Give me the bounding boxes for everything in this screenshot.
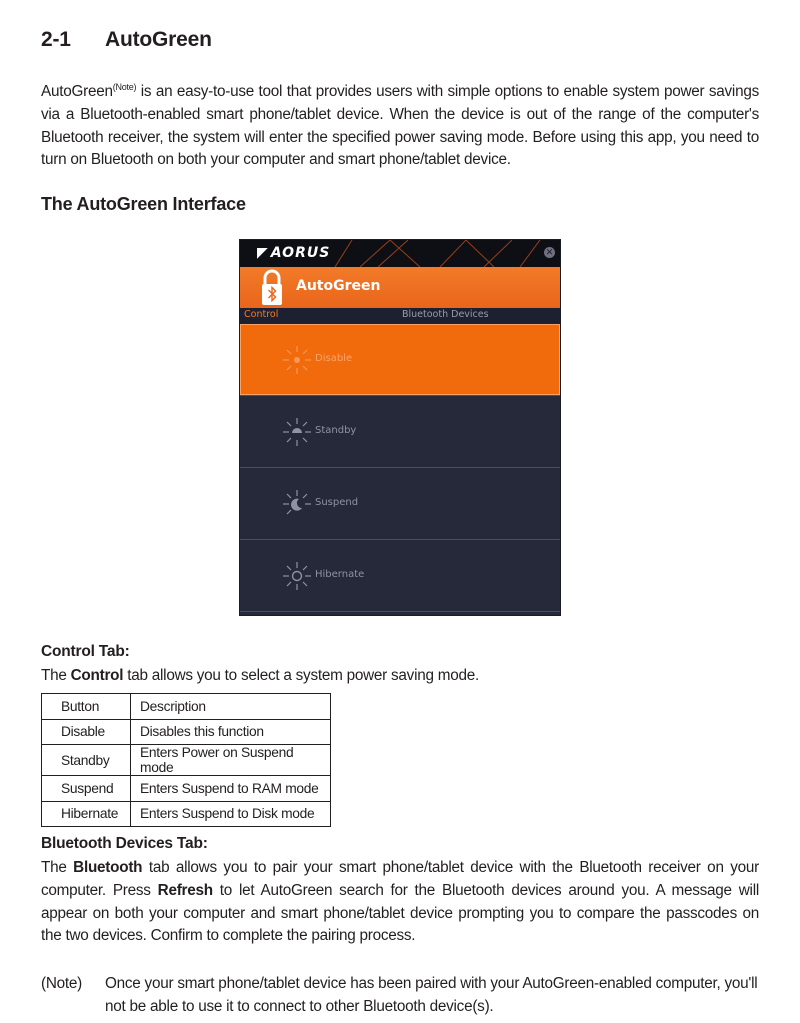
note-marker: (Note) [112, 82, 137, 92]
power-off-icon [280, 343, 314, 377]
close-icon[interactable]: ✕ [545, 247, 554, 257]
table-cell: Enters Power on Suspend mode [131, 745, 331, 776]
tab-bluetooth-devices[interactable]: Bluetooth Devices [402, 309, 489, 320]
section-number: 2-1 [41, 28, 71, 51]
mode-hibernate-button[interactable] [240, 540, 560, 612]
hibernate-icon [280, 559, 314, 593]
table-header-row [42, 694, 331, 720]
tab-bar [240, 308, 560, 324]
intro-paragraph [41, 76, 759, 172]
mode-label: Suspend [315, 497, 359, 508]
table-cell: Disable [42, 719, 131, 745]
aorus-logo: ◤ AORUS [257, 245, 331, 261]
bt-text-1: The [41, 859, 74, 876]
table-cell: Disables this function [131, 719, 331, 745]
table-row [42, 745, 331, 776]
control-desc-pre: The [41, 667, 71, 684]
app-header [240, 267, 560, 308]
footnote-text: Once your smart phone/tablet device has been paired with your AutoGreen-enabled computer, you'll not be able to use it to connect to other Bluetooth device(s). [105, 975, 758, 1015]
bt-text-2: tab allows you to pair your smart phone/tablet device with the Bluetooth receiver on your computer. Press [41, 859, 759, 899]
bt-bold-2: Refresh [157, 881, 213, 899]
mode-label: Standby [315, 425, 357, 436]
title-bar [240, 240, 560, 267]
control-tab-description [41, 665, 759, 688]
table-cell: Suspend [42, 776, 131, 802]
brand-name: AORUS [270, 245, 331, 261]
mode-label: Disable [315, 353, 353, 364]
table-cell: Enters Suspend to RAM mode [131, 776, 331, 802]
table-header-cell: Button [42, 694, 131, 720]
mode-label: Hibernate [315, 569, 365, 580]
tab-control[interactable]: Control [244, 309, 279, 320]
mode-suspend-button[interactable] [240, 468, 560, 540]
mode-description-table [41, 693, 331, 827]
standby-icon [280, 415, 314, 449]
bluetooth-tab-paragraph [41, 857, 759, 948]
bluetooth-tab-heading: Bluetooth Devices Tab: [41, 835, 208, 852]
bt-bold-1: Bluetooth [73, 859, 143, 876]
bt-text-3: to let AutoGreen search for the Bluetooth devices around you. A message will appear on both your computer and smart phone/tablet device prompting you to compare the passcodes on the two devices. Confirm to complete the pairing process. [41, 881, 759, 945]
control-tab-heading: Control Tab: [41, 643, 130, 660]
interface-heading: The AutoGreen Interface [41, 194, 246, 214]
table-row [42, 801, 331, 827]
footnote-tag: (Note) [41, 975, 82, 992]
section-title: AutoGreen [105, 28, 212, 51]
autogreen-window [240, 240, 560, 615]
table-row [42, 719, 331, 745]
mode-list [240, 324, 560, 612]
section-heading [41, 28, 212, 52]
table-cell: Enters Suspend to Disk mode [131, 801, 331, 827]
intro-lead: AutoGreen [41, 83, 113, 100]
control-desc-post: tab allows you to select a system power saving mode. [123, 667, 480, 684]
table-cell: Standby [42, 745, 131, 776]
table-cell: Hibernate [42, 801, 131, 827]
intro-text: is an easy-to-use tool that provides users with simple options to enable system power savings via a Bluetooth-enabled smart phone/tablet device. When the device is out of the range of the computer's Bluetooth receiver, the system will enter the specified power saving mode. Before using this app, you need to turn on Bluetooth on both your computer and smart phone/tablet device. [41, 83, 759, 169]
bluetooth-lock-icon [259, 267, 285, 308]
table-header-cell: Description [131, 694, 331, 720]
control-desc-bold: Control [70, 667, 124, 684]
table-row [42, 776, 331, 802]
moon-icon [280, 487, 314, 521]
app-title: AutoGreen [296, 278, 381, 294]
mode-standby-button[interactable] [240, 396, 560, 468]
mode-disable-button[interactable] [240, 324, 560, 396]
